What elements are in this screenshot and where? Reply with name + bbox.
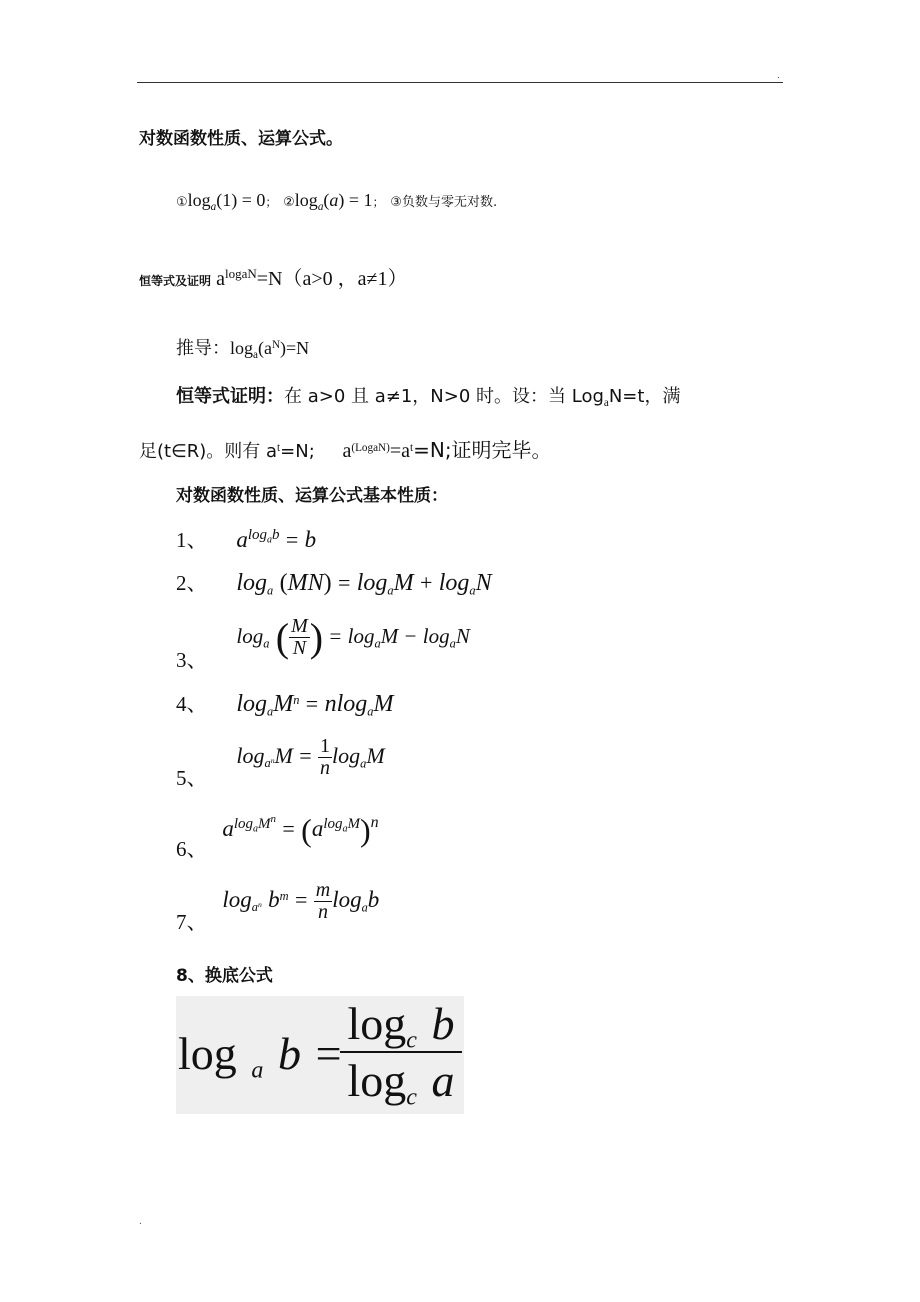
formula-6: 6、 $a^{log_aM^n} = (a^{log_aM})^n$ — [176, 812, 379, 861]
header-rule — [137, 82, 783, 83]
header-dot: . — [777, 70, 780, 81]
formula-7: 7、 $\log_{a^n} b^m$ = $\frac{m}{n}$ $\log_ab$ — [176, 879, 380, 934]
formula-2: 2、 $\log_a (MN) = \log_aM + \log_aN$ — [176, 570, 492, 598]
basic-properties-line: $①\log_a(1) = 0$； $②\log_a(a) = 1$； ③负数与零无对数. — [176, 190, 498, 213]
page-title: 对数函数性质、运算公式。 — [139, 129, 343, 149]
proof-line-2: 足(t∈R)。则有 $a^t=N$; $a^{(LogaN)}=a^t=N$;证明完毕。 — [139, 438, 552, 462]
formula-4: 4、 $\log_aM^n = nlog_aM$ — [176, 691, 394, 719]
basic-properties-heading: 对数函数性质、运算公式基本性质： — [176, 486, 448, 506]
change-of-base-heading: 8、换底公式 — [176, 966, 273, 986]
formula-5: 5、 $\log_{a^n}M$ = $\frac{1}{n}$ $\log_aM$ — [176, 735, 385, 790]
identity-line: 恒等式及证明 $a^{logaN}=N(a>0$ ，a≠1） — [139, 265, 408, 290]
proof-line-1: 恒等式证明：在 a>0 且 a≠1，N>0 时。设：当 Log$_a$N=t，满 — [176, 386, 681, 409]
footer-dot: . — [139, 1216, 142, 1227]
formula-1: 1、 $a^{log_ab} = b$ — [176, 526, 317, 552]
derivation-line: 推导：$\log_a(a^N)=N$ — [176, 338, 310, 361]
formula-3: 3、 $\log_a$ ( $\frac{M}{N}$ ) = $\log_aM - \log_aN$ — [176, 615, 470, 672]
change-of-base-formula: log $_a$ b = $\log_c b$ $\log_c a$ — [176, 996, 464, 1114]
